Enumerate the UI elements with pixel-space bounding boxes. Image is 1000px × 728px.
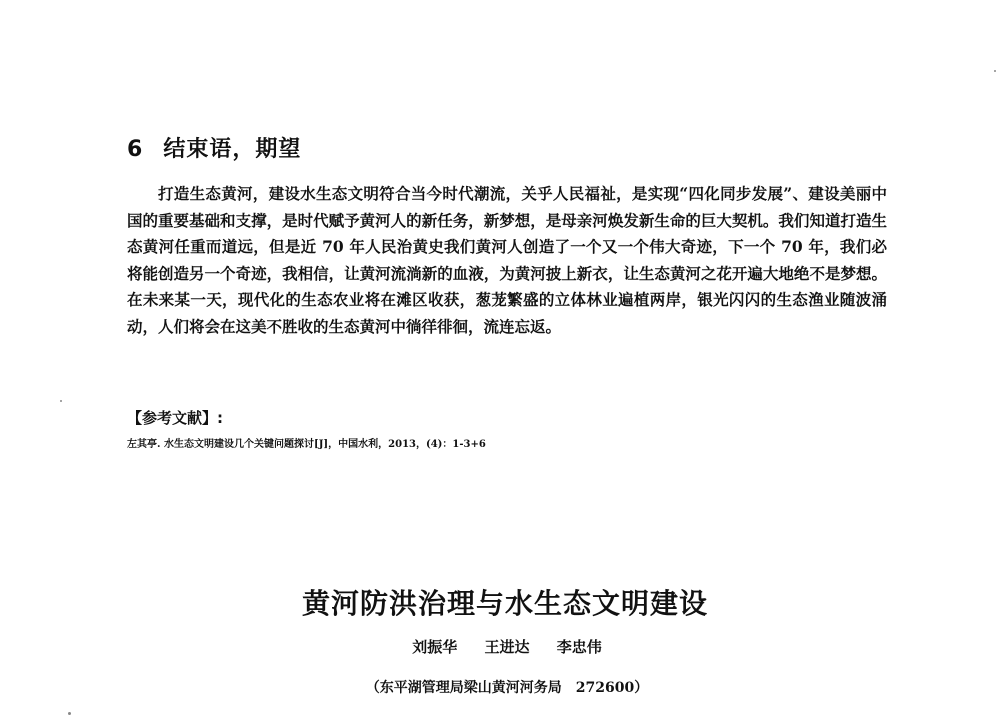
reference-item: 左其亭. 水生态文明建设几个关键问题探讨[J]，中国水利，2013，(4)：1-3+6 [127,439,486,450]
article-title: 黄河防洪治理与水生态文明建设 [301,587,708,620]
author-name: 李忠伟 [556,638,602,656]
author-affiliation: （东平湖管理局梁山黄河河务局 272600） [365,680,649,696]
author-name: 王进达 [484,638,530,656]
author-name: 刘振华 [412,638,458,656]
section-heading [127,132,301,163]
conclusion-paragraph: 打造生态黄河，建设水生态文明符合当今时代潮流，关乎人民福祉，是实现“四化同步发展”、建设美丽中国的重要基础和支撑，是时代赋予黄河人的新任务，新梦想，是母亲河焕发新生命的巨大契机。我们知道打造生态黄河任重而道远，但是近 70 年人民治黄史我们黄河人创造了一个又一个伟大奇迹，下一个 70 年，我们必将能创造另一个奇迹，我相信，让黄河流淌新的血液，为黄河披上新衣，让生态黄河之花开遍大地绝不是梦想。在未来某一天，现代化的生态农业将在滩区收获，葱茏繁盛的立体林业遍植两岸，银光闪闪的生态渔业随波涌动，人们将会在这美不胜收的生态黄河中徜徉徘徊，流连忘返。 [127,184,887,336]
section-title: 结束语，期望 [163,137,302,162]
section-number: 6 [127,137,144,162]
scan-speck [60,400,62,402]
references-heading: 【参考文献】: [127,409,223,427]
scan-speck [994,70,996,72]
scan-speck [68,712,71,715]
author-list [0,636,1000,657]
